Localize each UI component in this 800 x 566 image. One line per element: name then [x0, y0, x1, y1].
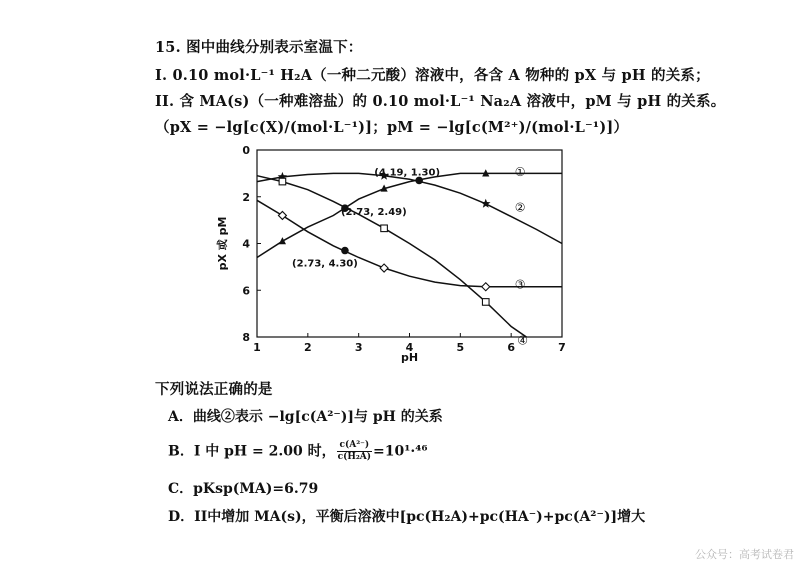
option-d[interactable]: D．II中增加 MA(s)，平衡后溶液中[pc(H₂A)+pc(HA⁻)+pc(A²⁻)]增大: [168, 509, 646, 525]
question-line-2: II. 含 MA(s)（一种难溶盐）的 0.10 mol·L⁻¹ Na₂A 溶液中，pM 与 pH 的关系。: [155, 93, 726, 110]
series-label-4: ④: [517, 333, 529, 348]
y-tick-label-0: 0: [242, 144, 250, 157]
y-tick-label-3: 6: [242, 284, 250, 298]
annotation-label-2: (2.73, 4.30): [292, 258, 358, 270]
watermark: 公众号：高考试卷君: [695, 548, 794, 561]
series-3-point-2: [482, 283, 490, 291]
x-tick-label-1: 2: [304, 341, 312, 354]
question-title: 15. 图中曲线分别表示室温下：: [155, 39, 363, 56]
question-line-3: （pX = −lg[c(X)/(mol·L⁻¹)]；pM = −lg[c(M²⁺)/(mol·L⁻¹)]）: [155, 119, 629, 136]
option-c[interactable]: C．pKsp(MA)=6.79: [168, 481, 319, 497]
x-tick-label-2: 3: [354, 341, 363, 354]
option-b-suffix: =10¹·⁴⁶: [373, 443, 428, 460]
y-axis-label: pX 或 pM: [216, 216, 229, 271]
annotation-point-2: [341, 247, 349, 255]
y-tick-label-2: 4: [242, 237, 250, 251]
series-3-point-0: [278, 211, 286, 219]
option-b-prefix: B．I 中 pH = 2.00 时，: [168, 443, 336, 460]
series-1-point-0: [279, 237, 286, 244]
series-label-3: ③: [514, 277, 526, 292]
x-tick-label-5: 6: [507, 341, 515, 354]
series-3-point-1: [380, 264, 388, 272]
x-tick-label-6: 7: [558, 341, 566, 354]
series-label-1: ①: [514, 165, 526, 180]
x-axis-label: pH: [400, 351, 419, 364]
series-2-point-2: [481, 199, 491, 208]
x-tick-label-0: 1: [253, 341, 261, 354]
y-tick-label-1: 2: [242, 190, 250, 204]
option-b-numerator: c(A²⁻): [337, 440, 372, 452]
series-line-1: [257, 173, 562, 257]
question-stem: 下列说法正确的是: [155, 381, 273, 398]
question-line-1: I. 0.10 mol·L⁻¹ H₂A（一种二元酸）溶液中，各含 A 物种的 pX 与 pH 的关系；: [155, 67, 710, 84]
annotation-label-0: (4.19, 1.30): [374, 167, 441, 179]
y-tick-label-4: 8: [242, 331, 250, 344]
series-4-point-1: [381, 225, 388, 232]
x-tick-label-4: 5: [456, 341, 465, 354]
series-4-point-2: [482, 299, 489, 306]
option-a[interactable]: A．曲线②表示 −lg[c(A²⁻)]与 pH 的关系: [168, 409, 443, 425]
option-b[interactable]: [168, 440, 428, 463]
option-b-denominator: c(H₂A): [337, 452, 372, 462]
series-label-2: ②: [514, 200, 526, 215]
x-tick-label-3: 4: [405, 341, 414, 354]
ph-chart: [210, 140, 580, 362]
annotation-label-1: (2.73, 2.49): [340, 207, 407, 219]
option-b-fraction: [337, 440, 372, 463]
series-4-point-0: [279, 178, 286, 185]
